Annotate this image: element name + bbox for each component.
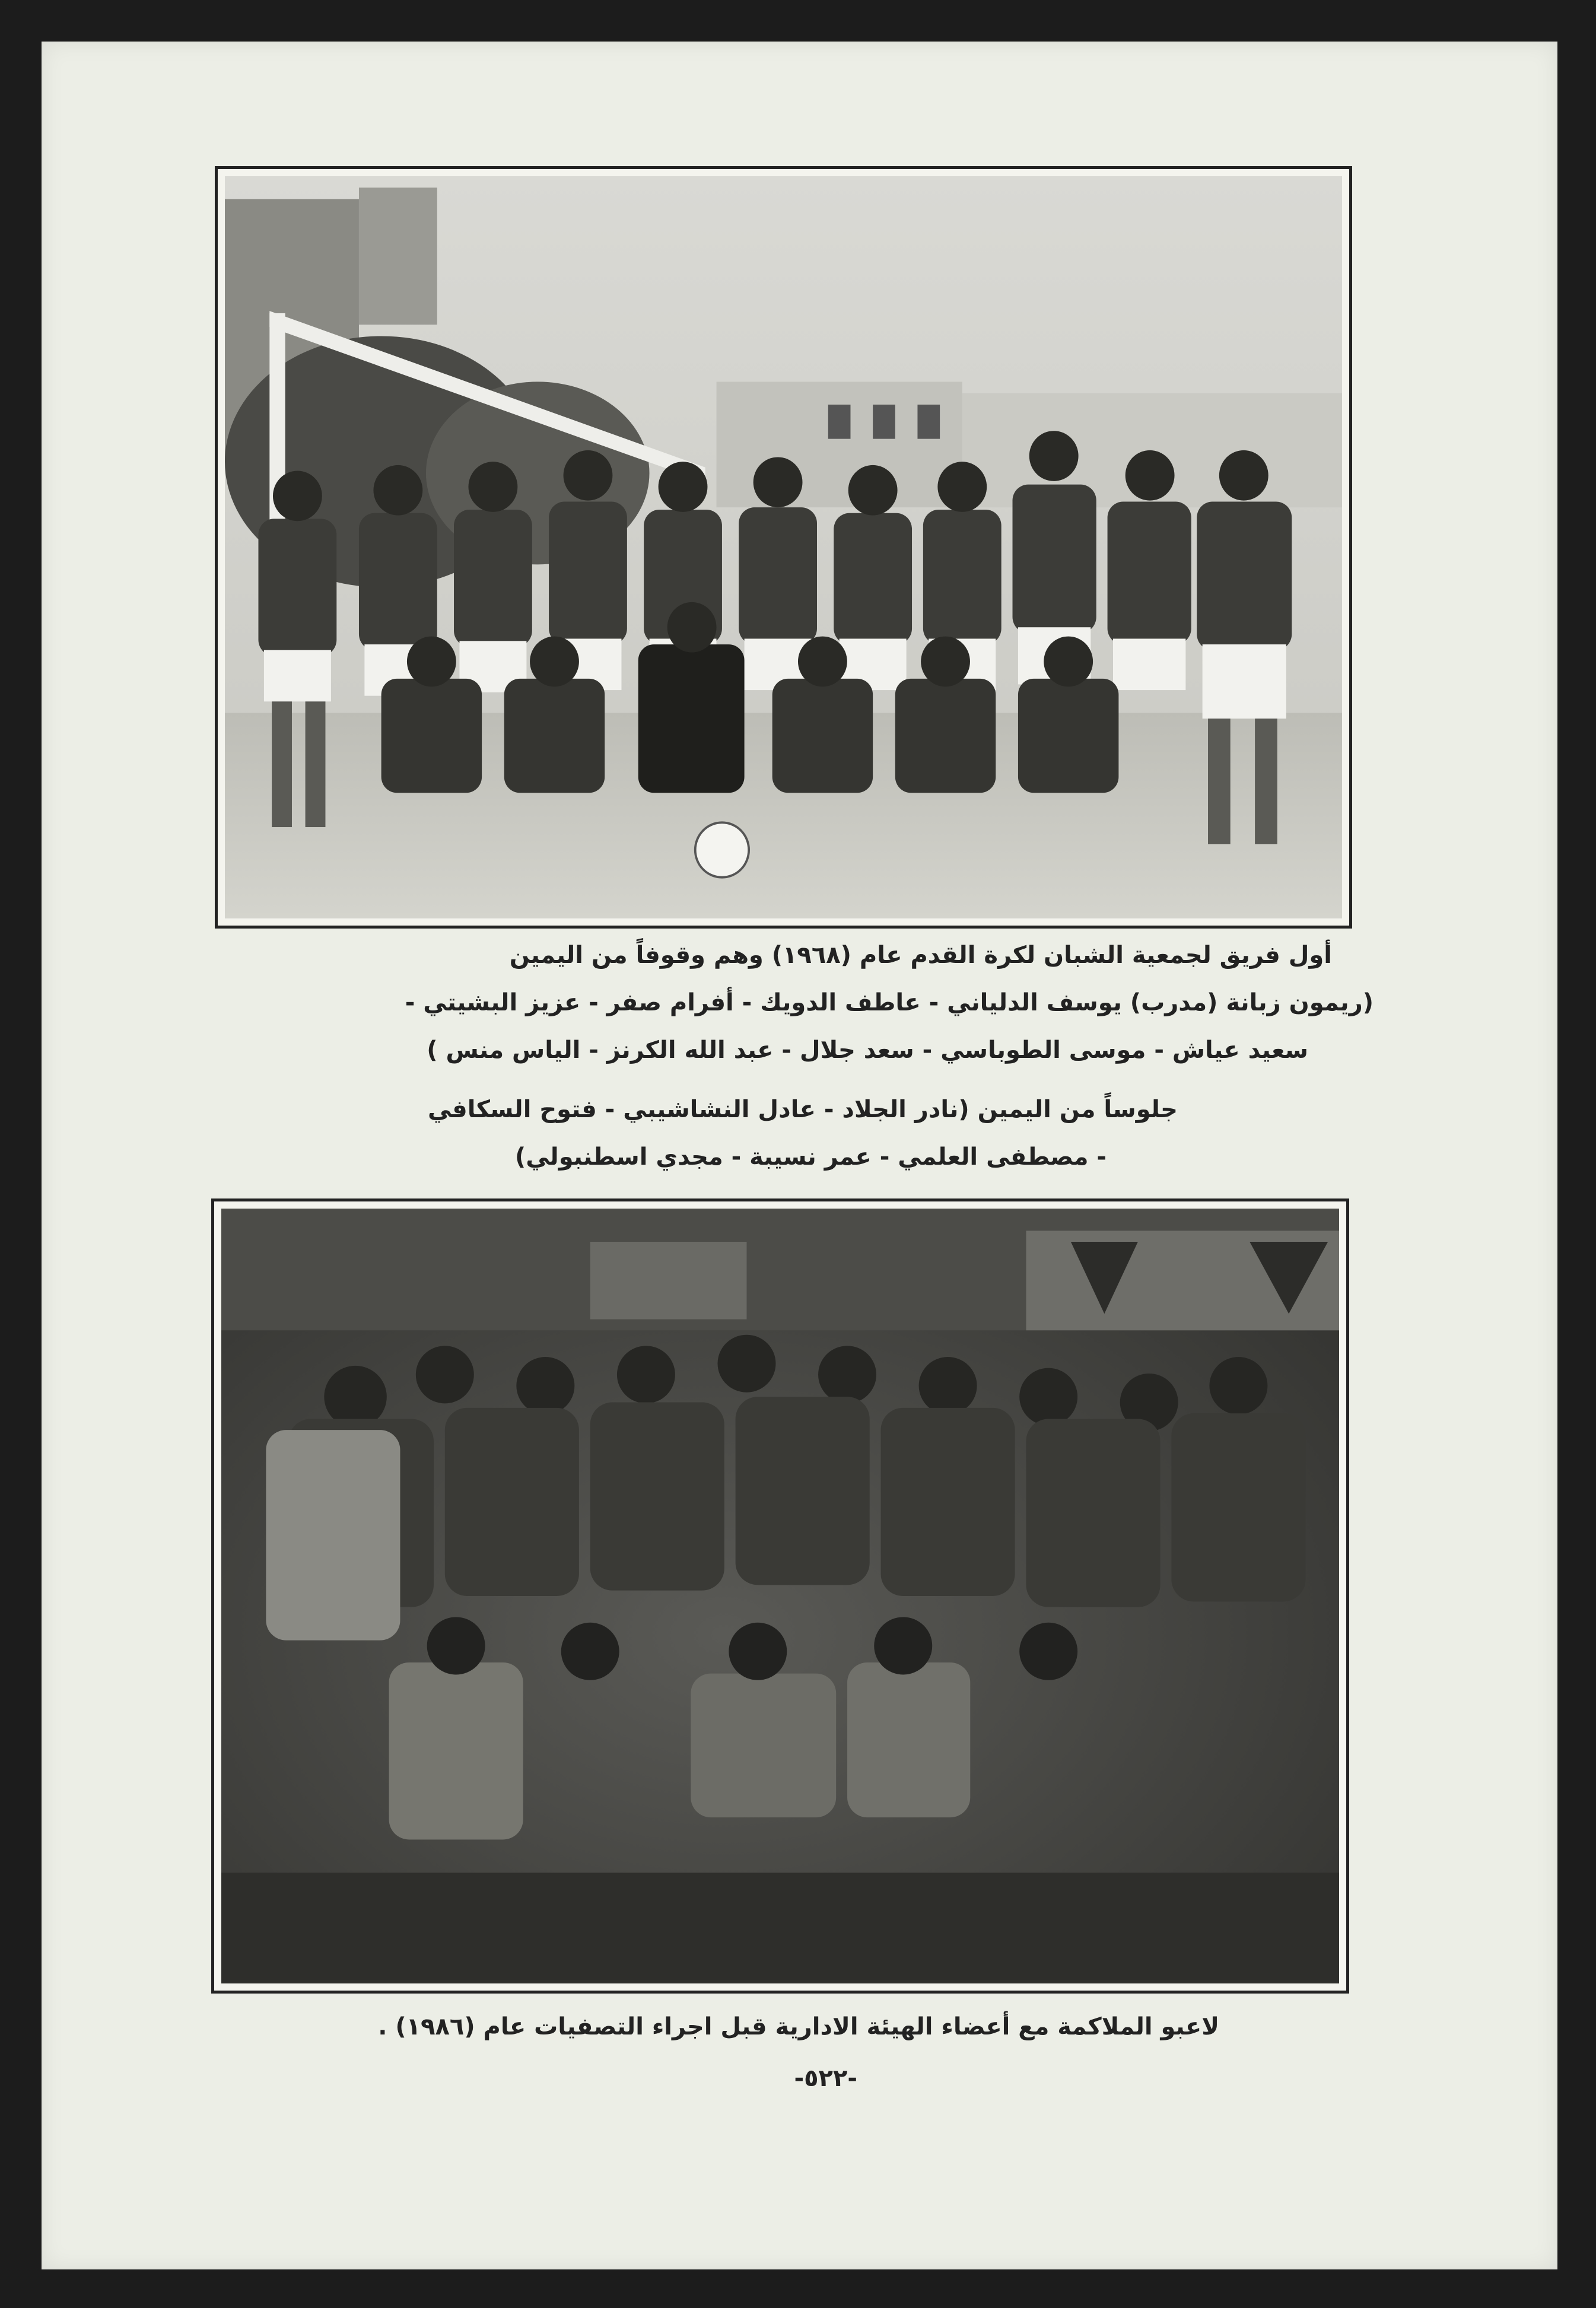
team-photo-caption-line-4: جلوساً من اليمين (نادر الجلاد - عادل النشاشيبي - فتوح السكافي [428, 1096, 1178, 1123]
team-photo-caption-line-3: سعيد عياش - موسى الطوباسي - سعد جلال - عبد الله الكرنز - الياس منس ) [427, 1037, 1308, 1064]
team-photo-frame [215, 166, 1352, 929]
team-photo-caption-line-5: - مصطفى العلمي - عمر نسيبة - مجدي اسطنبولي) [514, 1143, 1107, 1171]
boxing-group-photo [221, 1209, 1339, 1983]
team-photo-caption-line-2: (ريمون زبانة (مدرب) يوسف الدلياني - عاطف الدويك - أفرام صفر - عزيز البشيتي - [405, 989, 1374, 1016]
document-page [42, 42, 1557, 2269]
page-number: -٥٢٢- [794, 2065, 857, 2092]
boxing-photo-frame [211, 1198, 1349, 1994]
team-photo-caption-line-1: أول فريق لجمعية الشبان لكرة القدم عام (١٩٦٨) وهم وقوفاً من اليمين [509, 942, 1332, 969]
football-team-photo [225, 176, 1342, 918]
boxing-photo-caption: لاعبو الملاكمة مع أعضاء الهيئة الادارية قبل اجراء التصفيات عام (١٩٨٦) . [378, 2013, 1219, 2040]
